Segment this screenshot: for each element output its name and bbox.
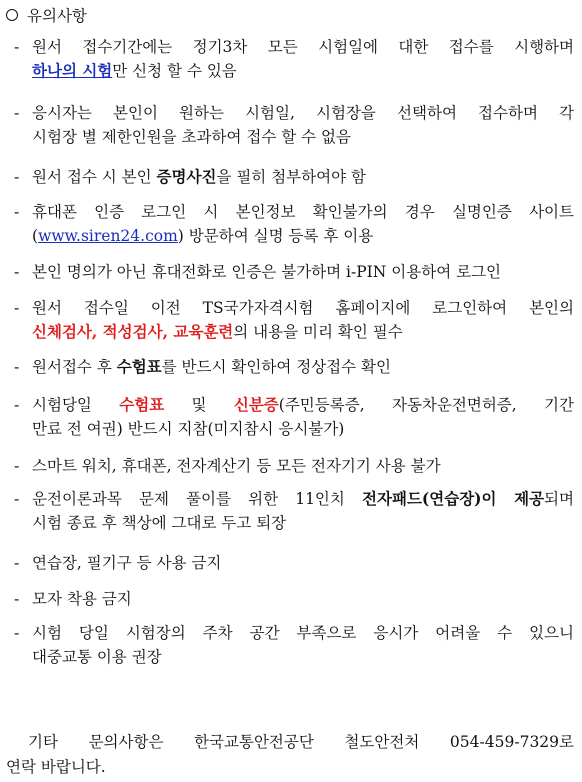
- list-item: - 모자 착용 금지: [14, 587, 574, 611]
- emphasis-red-text: 신분증: [233, 395, 279, 414]
- list-item: - 원서 접수 시 본인 증명사진을 필히 첨부하여야 함: [14, 167, 366, 186]
- item-line: 시험장 별 제한인원을 초과하여 접수 할 수 없음: [32, 128, 351, 146]
- item-line: 응시자는 본인이 원하는 시험일, 시험장을 선택하여 접수하며 각: [32, 104, 574, 122]
- emphasis-red-text: 수험표: [119, 395, 165, 414]
- item-line: 스마트 워치, 휴대폰, 전자계산기 등 모든 전자기기 사용 불가: [32, 457, 441, 475]
- emphasis-text: 증명사진: [156, 167, 217, 186]
- circle-bullet-icon: [6, 9, 18, 21]
- highlight-text: 하나의 시험: [32, 61, 113, 80]
- list-item: - 시험 당일 시험장의 주차 공간 부족으로 응시가 어려울 수 있으니 대중교통 이용 권장: [14, 621, 574, 669]
- notice-heading: [6, 4, 87, 26]
- list-item: - 시험당일 수험표 및 신분증(주민등록증, 자동차운전면허증, 기간 만료 전 여권) 반드시 지참(미지참시 응시불가): [14, 393, 574, 441]
- contact-line: 기타 문의사항은 한국교통안전공단 철도안전처 054-459-7329로: [28, 733, 574, 751]
- emphasis-text: 전자패드(연습장)이 제공: [362, 489, 545, 508]
- emphasis-text: 수험표: [116, 357, 162, 376]
- list-item: - 원서접수 후 수험표를 반드시 확인하여 정상접수 확인: [14, 357, 391, 376]
- item-line: 시험 당일 시험장의 주차 공간 부족으로 응시가 어려울 수 있으니: [32, 624, 574, 642]
- contact-note: [6, 730, 574, 780]
- item-line: 원서 접수기간에는 정기3차 모든 시험일에 대한 접수를 시행하며: [32, 38, 574, 56]
- item-line: 원서 접수일 이전 TS국가자격시험 홈페이지에 로그인하여 본인의: [32, 299, 574, 317]
- list-item: - 휴대폰 인증 로그인 시 본인정보 확인불가의 경우 실명인증 사이트 (www.siren24.com) 방문하여 실명 등록 후 이용: [14, 200, 574, 248]
- list-item: - 원서 접수일 이전 TS국가자격시험 홈페이지에 로그인하여 본인의 신체검사, 적성검사, 교육훈련의 내용을 미리 확인 필수: [14, 296, 574, 344]
- contact-line: 연락 바랍니다.: [6, 758, 106, 776]
- emphasis-red-text: 신체검사, 적성검사, 교육훈련: [32, 322, 234, 341]
- heading-text: 유의사항: [27, 7, 87, 25]
- siren24-link[interactable]: www.siren24.com: [38, 227, 178, 245]
- item-line: 모자 착용 금지: [32, 590, 132, 608]
- list-item: - 원서 접수기간에는 정기3차 모든 시험일에 대한 접수를 시행하며 하나의 시험만 신청 할 수 있음: [14, 35, 574, 83]
- item-line: 시험 종료 후 책상에 그대로 두고 퇴장: [32, 514, 287, 532]
- list-item: - 운전이론과목 문제 풀이를 위한 11인치 전자패드(연습장)이 제공되며 시험 종료 후 책상에 그대로 두고 퇴장: [14, 487, 574, 535]
- item-line: 만료 전 여권) 반드시 지참(미지참시 응시불가): [32, 420, 345, 438]
- list-item: - 응시자는 본인이 원하는 시험일, 시험장을 선택하여 접수하며 각 시험장 별 제한인원을 초과하여 접수 할 수 없음: [14, 101, 574, 149]
- item-line: 휴대폰 인증 로그인 시 본인정보 확인불가의 경우 실명인증 사이트: [32, 203, 574, 221]
- item-line: 연습장, 필기구 등 사용 금지: [32, 554, 222, 572]
- item-line: 대중교통 이용 권장: [32, 648, 162, 666]
- list-item: - 스마트 워치, 휴대폰, 전자계산기 등 모든 전자기기 사용 불가: [14, 454, 574, 478]
- list-item: - 연습장, 필기구 등 사용 금지: [14, 551, 574, 575]
- list-item: - 본인 명의가 아닌 휴대전화로 인증은 불가하며 i-PIN 이용하여 로그인: [14, 260, 574, 284]
- item-line: 본인 명의가 아닌 휴대전화로 인증은 불가하며 i-PIN 이용하여 로그인: [32, 263, 502, 281]
